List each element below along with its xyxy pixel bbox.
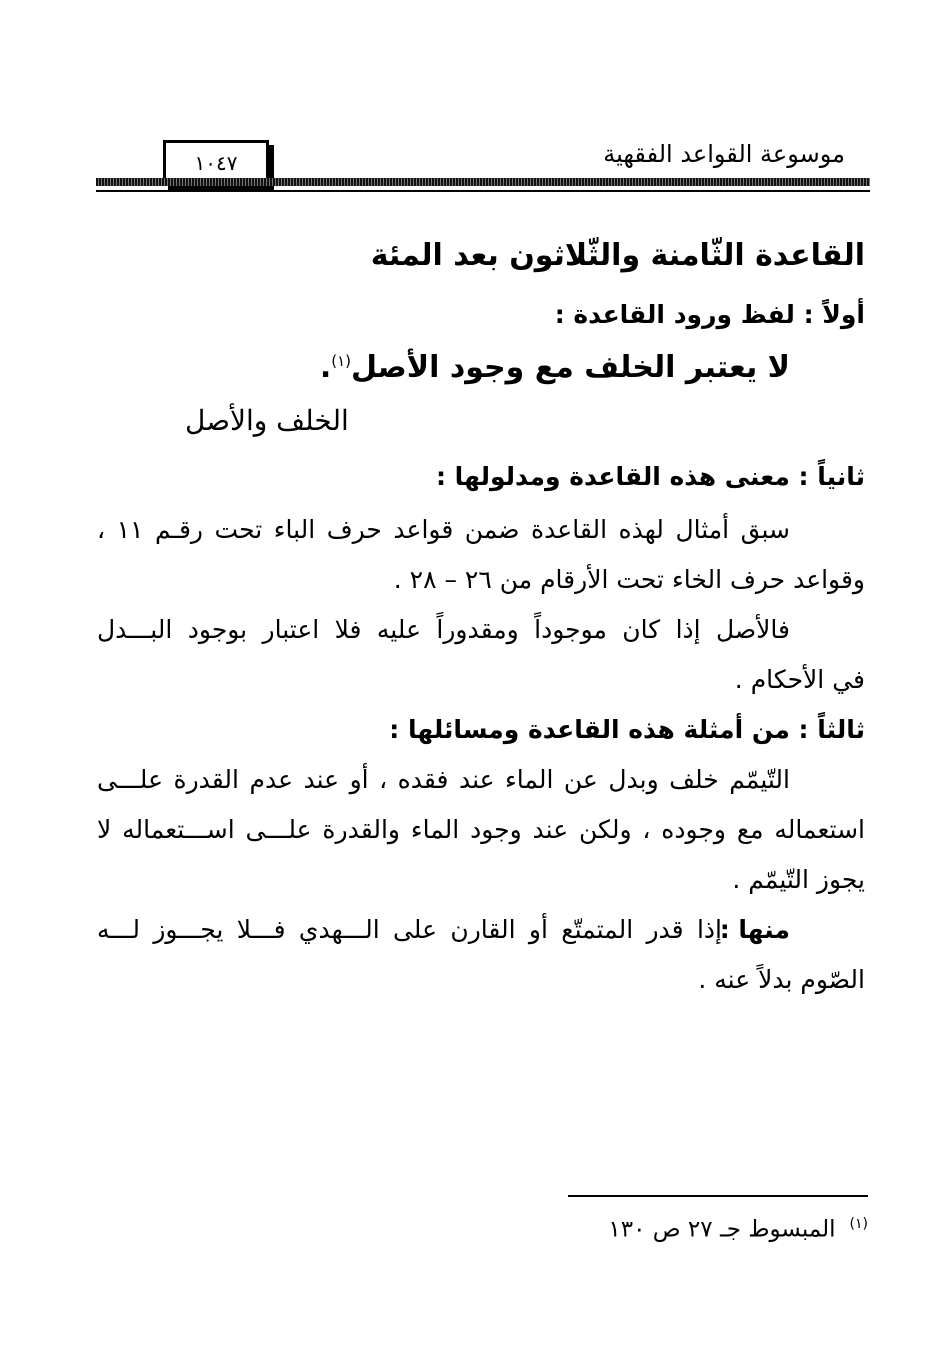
section3-para2-lead-word: منها : [719, 915, 790, 944]
section3-heading: ثالثاً : من أمثلة هذه القاعدة ومسائلها : [389, 715, 865, 744]
rule-statement-text: لا يعتبر الخلف مع وجود الأصل [351, 350, 790, 385]
running-title: موسوعة القواعد الفقهية [603, 140, 845, 168]
section3-para1-line1: التّيمّم خلف وبدل عن الماء عند فقده ، أو عند عدم القدرة علـــى [97, 765, 790, 794]
section2-heading: ثانياً : معنى هذه القاعدة ومدلولها : [435, 462, 865, 491]
header-rule-band [96, 178, 870, 186]
rule-statement [320, 350, 790, 386]
rule-title: القاعدة الثّامنة والثّلاثون بعد المئة [370, 238, 865, 273]
section2-para2-line1: فالأصل إذا كان موجوداً ومقدوراً عليه فلا اعتبار بوجود البـــدل [97, 615, 790, 644]
footnote-marker: (١) [849, 1216, 868, 1232]
margin-note: الخلف والأصل [185, 404, 349, 437]
section2-para2-line2: في الأحكام . [734, 665, 865, 694]
page-number-text: ١٠٤٧ [194, 151, 238, 175]
section3-para2-line1: إذا قدر المتمتّع أو القارن على الـــهدي فـــلا يجـــوز لـــه [97, 915, 722, 944]
footnote-text: المبسوط جـ ٢٧ ص ١٣٠ [608, 1216, 836, 1243]
rule-statement-end: . [319, 350, 332, 385]
section3-para2-lead [720, 915, 790, 945]
footnote-reference[interactable]: (١) [331, 352, 352, 370]
footnote [608, 1216, 868, 1243]
footnote-divider [568, 1195, 868, 1197]
section1-heading: أولاً : لفظ ورود القاعدة : [554, 300, 865, 329]
section3-para1-line2: استعماله مع وجوده ، ولكن عند وجود الماء والقدرة علـــى اســـتعماله لا [97, 815, 865, 844]
section2-para1-line2: وقواعد حرف الخاء تحت الأرقام من ٢٦ – ٢٨ . [393, 565, 865, 594]
section2-para1-line1: سبق أمثال لهذه القاعدة ضمن قواعد حرف الباء تحت رقـم ١١ ، [97, 515, 790, 544]
header-rule-line [96, 190, 870, 192]
section3-para1-line3: يجوز التّيمّم . [732, 865, 865, 894]
section3-para2-line2: الصّوم بدلاً عنه . [698, 965, 865, 994]
